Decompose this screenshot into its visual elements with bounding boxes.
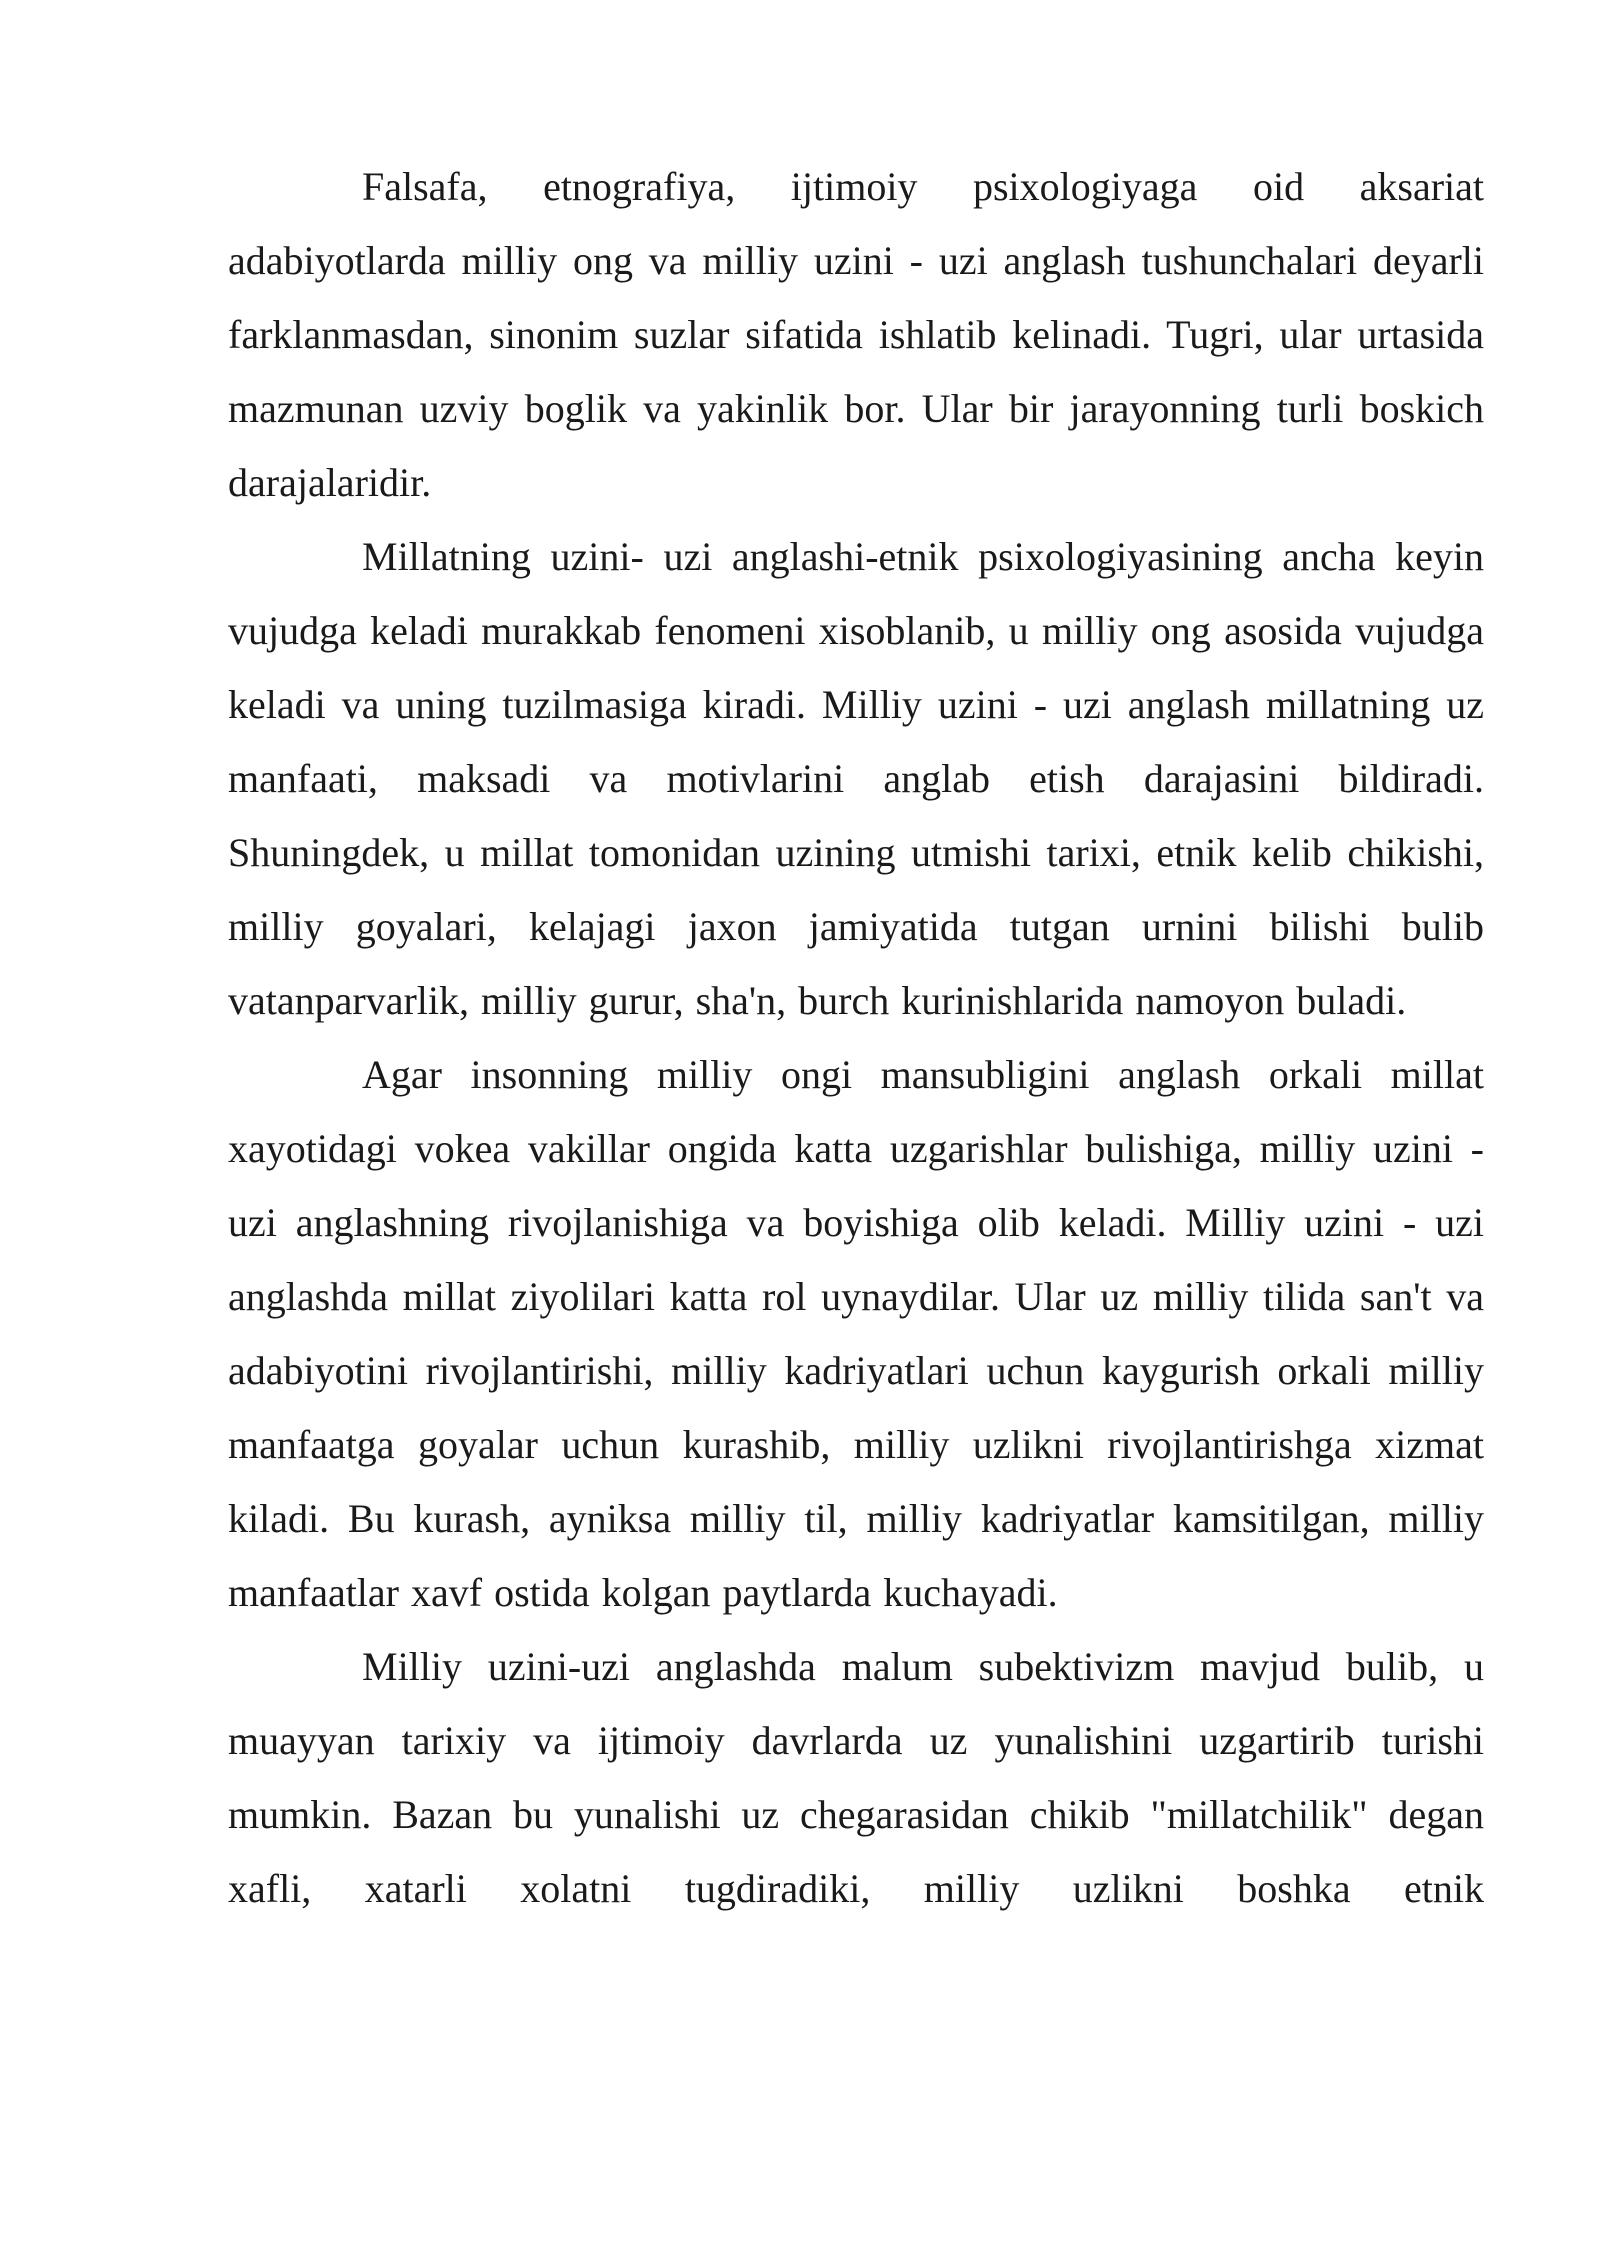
paragraph-1: Falsafa, etnografiya, ijtimoiy psixologiyaga oid aksariat adabiyotlarda milliy ong va milliy uzini - uzi anglash tushunchalari deyarli farklanmasdan, sinonim suzlar sifatida ishlatib kelinadi. Tugri, ular urtasida mazmunan uzviy boglik va yakinlik bor. Ular bir jarayonning turli boskich darajalaridir.: [228, 164, 1484, 505]
paragraph-4: Milliy uzini-uzi anglashda malum subektivizm mavjud bulib, u muayyan tarixiy va ijtimoiy davrlarda uz yunalishini uzgartirib turishi mumkin. Bazan bu yunalishi uz chegarasidan chikib "millatchilik" degan xafli, xatarli xolatni tugdiradiki, milliy uzlikni boshka etnik: [228, 1644, 1484, 1911]
document-body: [228, 150, 1484, 1926]
paragraph-2: Millatning uzini- uzi anglashi-etnik psixologiyasining ancha keyin vujudga keladi murakkab fenomeni xisoblanib, u milliy ong asosida vujudga keladi va uning tuzilmasiga kiradi. Milliy uzini - uzi anglash millatning uz manfaati, maksadi va motivlarini anglab etish darajasini bildiradi. Shuningdek, u millat tomonidan uzining utmishi tarixi, etnik kelib chikishi, milliy goyalari, kelajagi jaxon jamiyatida tutgan urnini bilishi bulib vatanparvarlik, milliy gurur, sha'n, burch kurinishlarida namoyon buladi.: [228, 534, 1484, 1023]
paragraph-3: Agar insonning milliy ongi mansubligini anglash orkali millat xayotidagi vokea vakillar ongida katta uzgarishlar bulishiga, milliy uzini - uzi anglashning rivojlanishiga va boyishiga olib keladi. Milliy uzini - uzi anglashda millat ziyolilari katta rol uynaydilar. Ular uz milliy tilida san't va adabiyotini rivojlantirishi, milliy kadriyatlari uchun kaygurish orkali milliy manfaatga goyalar uchun kurashib, milliy uzlikni rivojlantirishga xizmat kiladi. Bu kurash, ayniksa milliy til, milliy kadriyatlar kamsitilgan, milliy manfaatlar xavf ostida kolgan paytlarda kuchayadi.: [228, 1052, 1484, 1615]
